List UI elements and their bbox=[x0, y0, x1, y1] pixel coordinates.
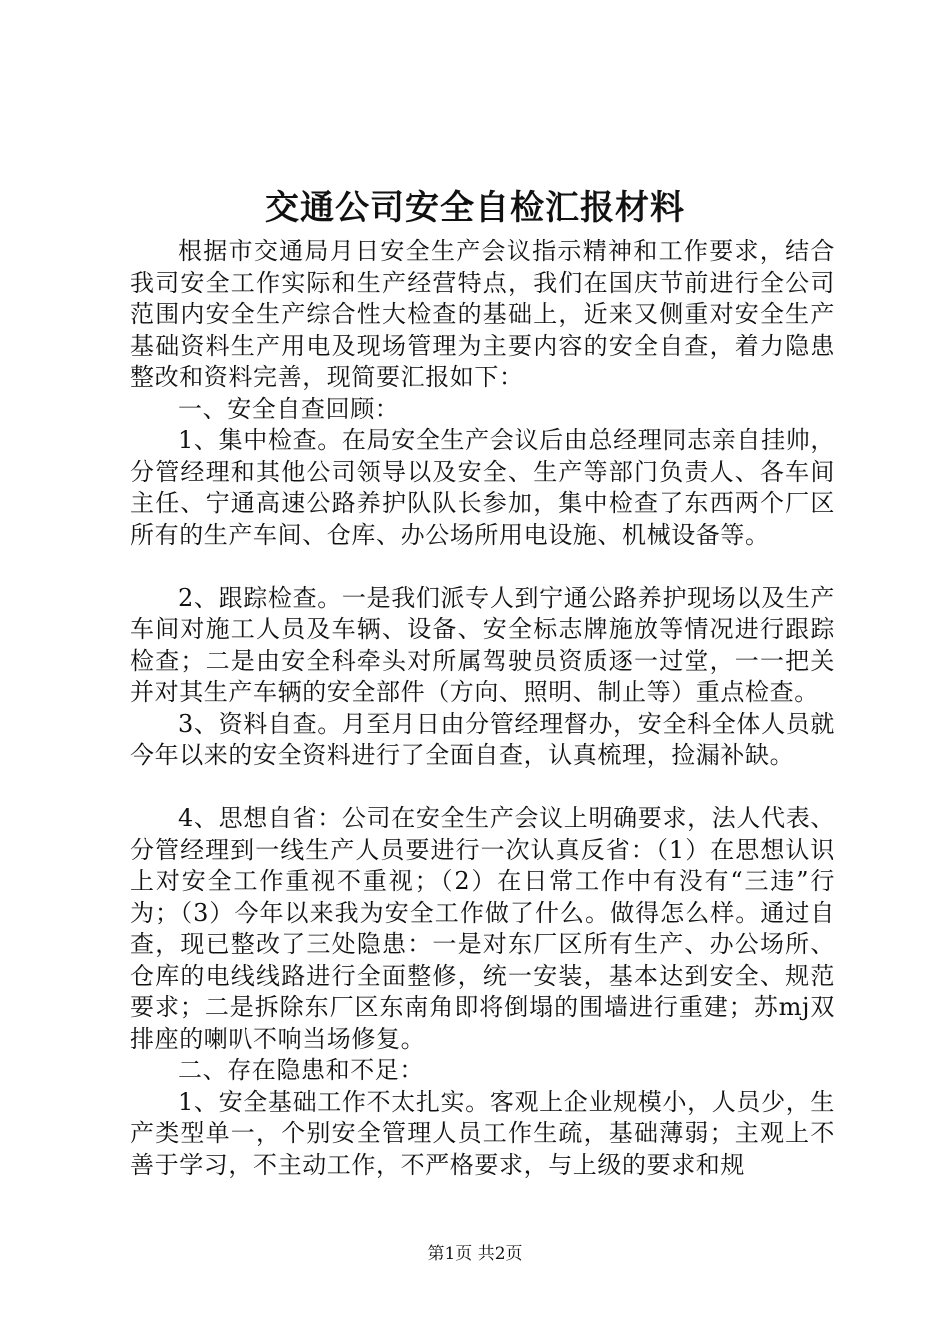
paragraph-intro: 根据市交通局月日安全生产会议指示精神和工作要求，结合我司安全工作实际和生产经营特点，我们在国庆节前进行全公司范围内安全生产综合性大检查的基础上，近来又侧重对安全生产基础资料生产用电及现场管理为主要内容的安全自查，着力隐患整改和资料完善，现简要汇报如下： bbox=[130, 237, 835, 391]
paragraph-item-2: 2、跟踪检查。一是我们派专人到宁通公路养护现场以及生产车间对施工人员及车辆、设备、安全标志牌施放等情况进行跟踪检查；二是由安全科牵头对所属驾驶员资质逐一过堂，一一把关并对其生产车辆的安全部件（方向、照明、制止等）重点检查。 bbox=[130, 583, 835, 706]
paragraph-item-4: 4、思想自省：公司在安全生产会议上明确要求，法人代表、分管经理到一线生产人员要进行一次认真反省：（1）在思想认识上对安全工作重视不重视；（2）在日常工作中有没有“三违”行为；（3）今年以来我为安全工作做了什么。做得怎么样。通过自查，现已整改了三处隐患：一是对东厂区所有生产、办公场所、仓库的电线线路进行全面整修，统一安装，基本达到安全、规范要求；二是拆除东厂区东南角即将倒塌的围墙进行重建；苏mj双排座的喇叭不响当场修复。 bbox=[130, 804, 835, 1053]
page-footer: 第1页 共2页 bbox=[427, 1244, 523, 1264]
paragraph-item-1: 1、集中检查。在局安全生产会议后由总经理同志亲自挂帅，分管经理和其他公司领导以及安全、生产等部门负责人、各车间主任、宁通高速公路养护队队长参加，集中检查了东西两个厂区所有的生产车间、仓库、办公场所用电设施、机械设备等。 bbox=[130, 426, 835, 549]
document-body bbox=[130, 236, 835, 1181]
section-heading-review: 一、安全自查回顾： bbox=[178, 394, 400, 423]
paragraph-hazard-1: 1、安全基础工作不太扎实。客观上企业规模小，人员少，生产类型单一，个别安全管理人员工作生疏，基础薄弱；主观上不善于学习，不主动工作，不严格要求，与上级的要求和规 bbox=[130, 1087, 835, 1179]
section-heading-hazards: 二、存在隐患和不足： bbox=[178, 1056, 424, 1084]
document-title: 交通公司安全自检汇报材料 bbox=[265, 188, 685, 228]
paragraph-item-3: 3、资料自查。月至月日由分管经理督办，安全科全体人员就今年以来的安全资料进行了全面自查，认真梳理，捡漏补缺。 bbox=[130, 709, 835, 769]
